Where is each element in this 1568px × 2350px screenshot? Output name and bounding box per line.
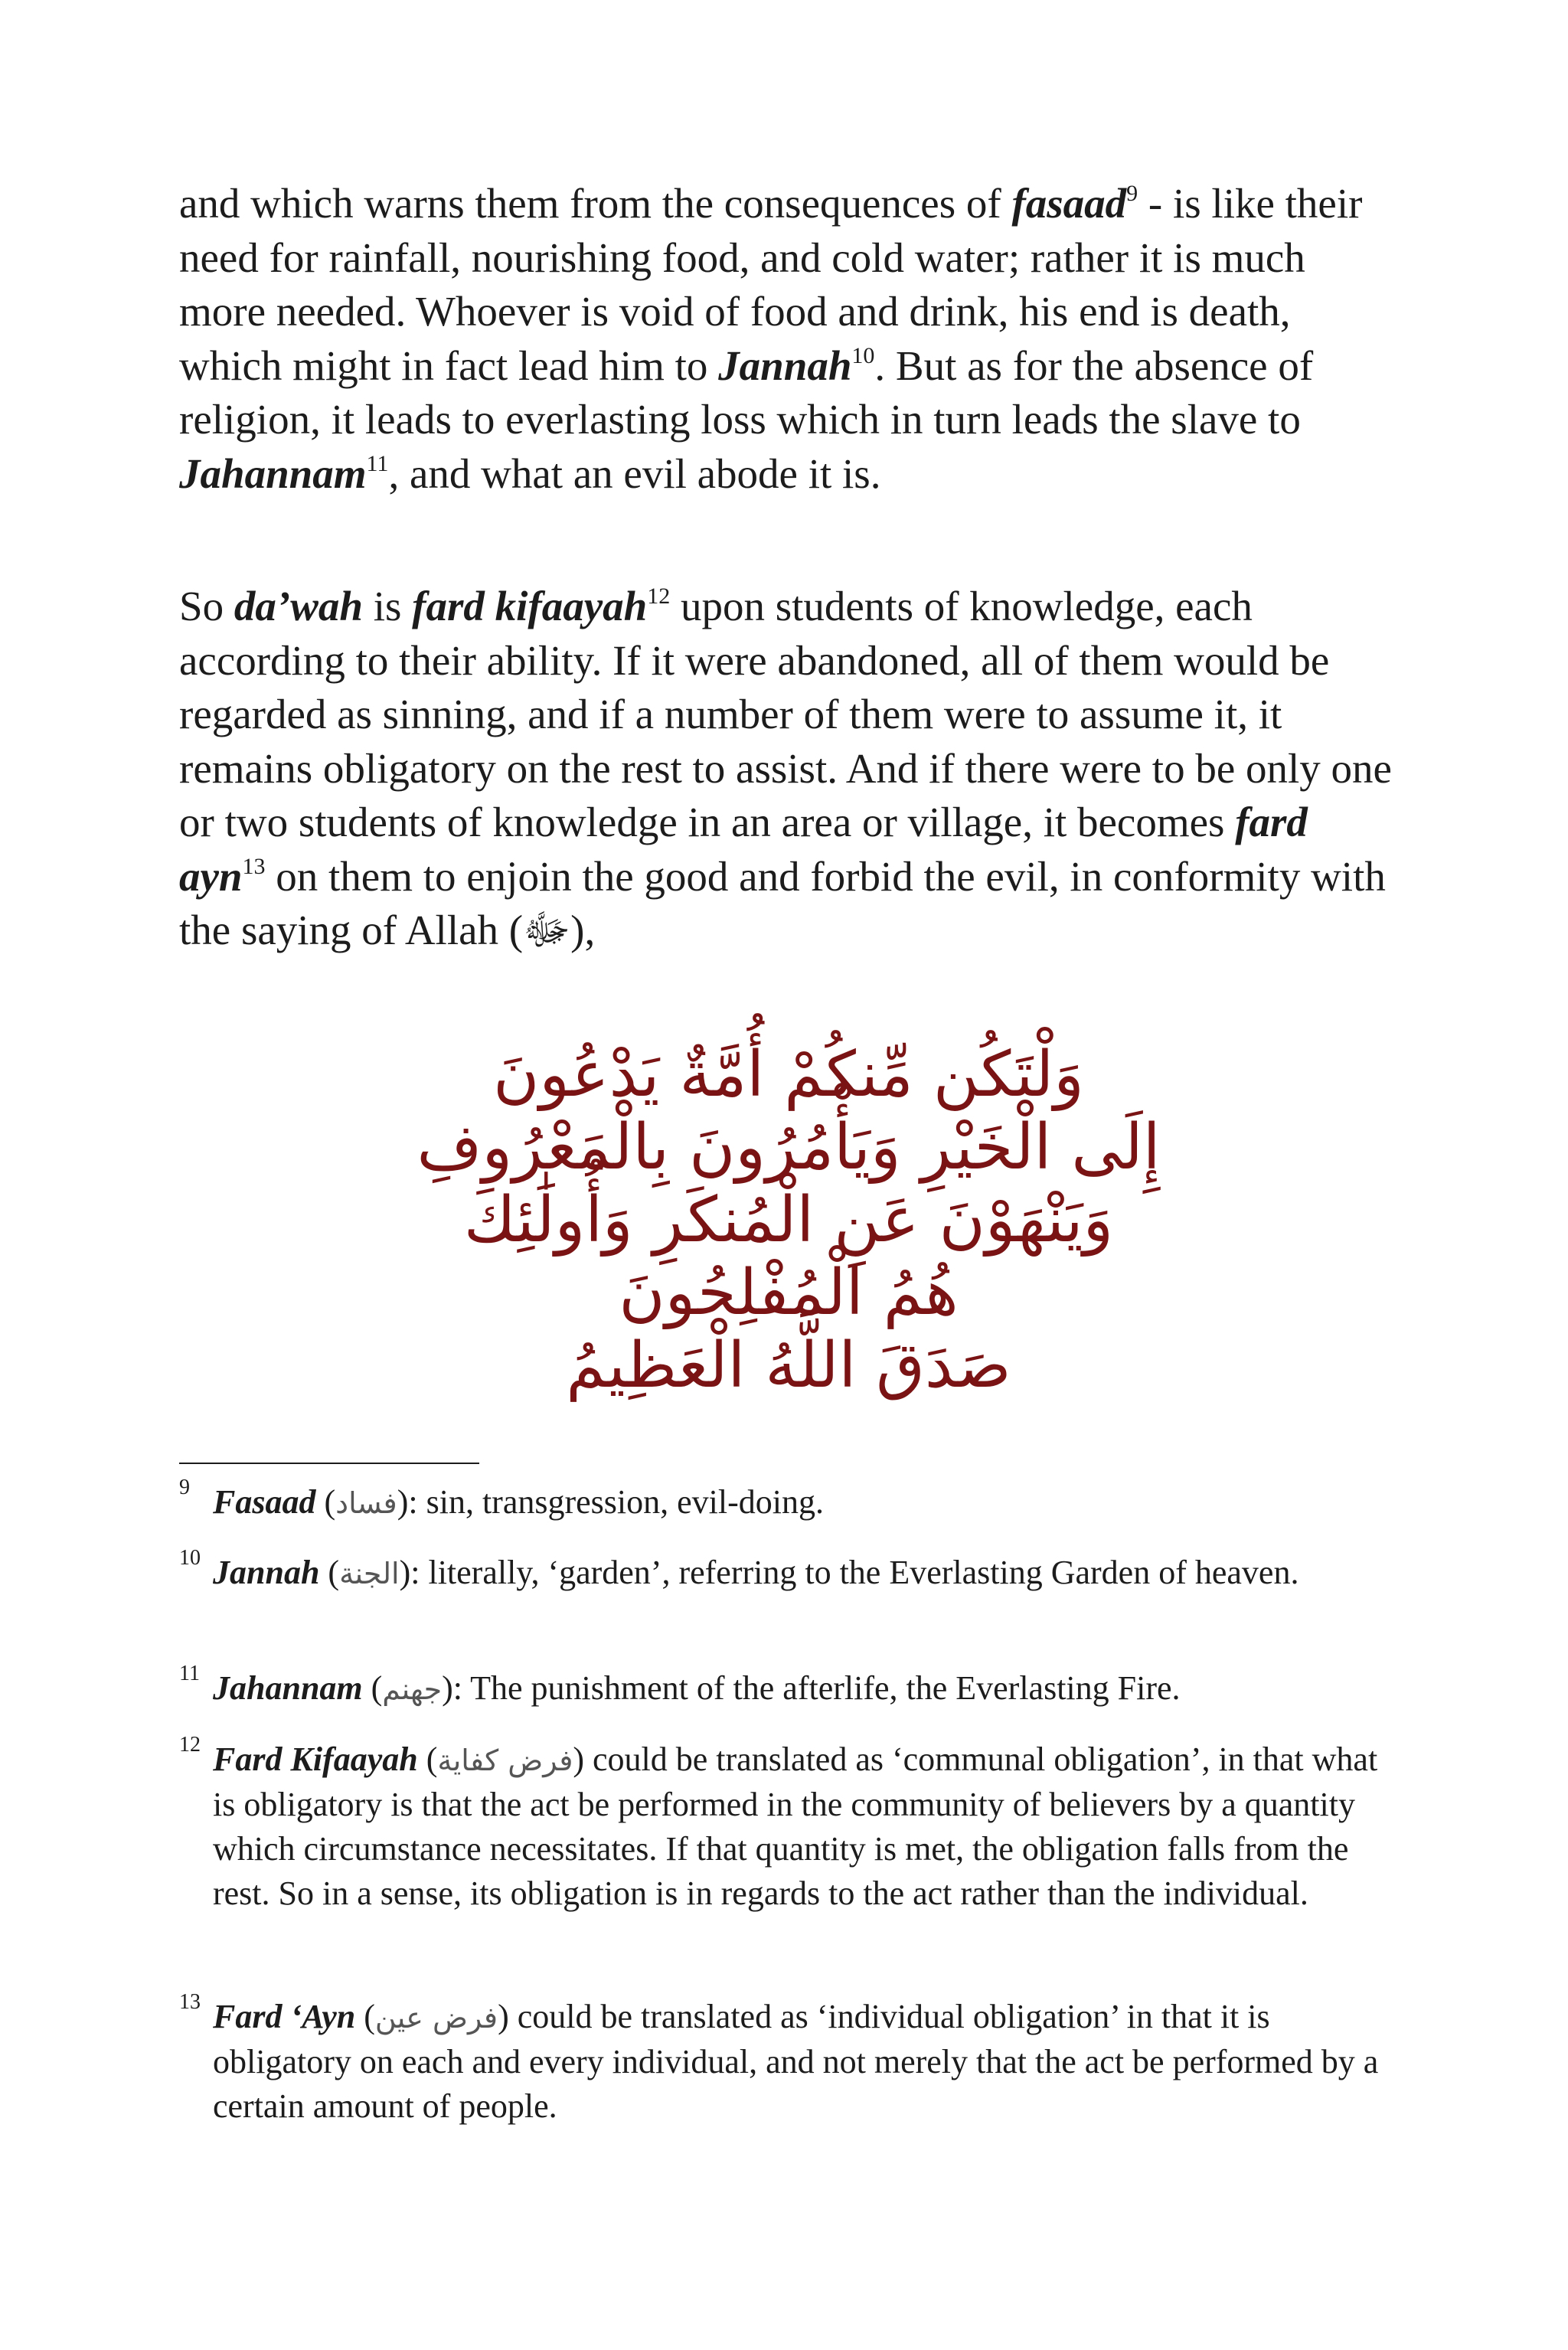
verse-line: صَدَقَ اللَّهُ الْعَظِيمُ: [566, 1329, 1011, 1402]
verse-line: إِلَى الْخَيْرِ وَيَأْمُرُونَ بِالْمَعْرُوفِ: [416, 1111, 1161, 1184]
footnote-9: [179, 1476, 1396, 1525]
term-fasaad: fasaad: [1011, 180, 1127, 227]
footnote-text: (: [315, 1483, 336, 1521]
footnote-separator: [179, 1463, 479, 1464]
footnote-ref-9[interactable]: 9: [1126, 181, 1138, 206]
footnote-10: [179, 1546, 1396, 1596]
verse-line: هُمُ الْمُفْلِحُونَ: [619, 1257, 959, 1329]
footnote-term: Jahannam: [213, 1669, 363, 1707]
body-paragraph-1: [179, 177, 1396, 501]
footnote-ref-11[interactable]: 11: [366, 450, 389, 476]
paragraph-text: , and what an evil abode it is.: [388, 449, 881, 497]
footnote-text: ) could be translated as ‘individual obligation’ in that it is obligatory on each and every individual, and not merely that the act be performed by a certain amount of people.: [213, 1998, 1379, 2125]
footnote-text: ): The punishment of the afterlife, the Everlasting Fire.: [442, 1669, 1181, 1707]
term-jahannam: Jahannam: [179, 449, 367, 497]
paragraph-text: upon students of knowledge, each according to their ability. If it were abandoned, all of them would be regarded as sinning, and if a number of them were to assume it, it remains obligatory on the rest to assist. And if there were to be only one or two students of knowledge in an area or village, it becomes: [179, 583, 1392, 845]
footnote-number: 9: [179, 1476, 190, 1499]
term-dawah: da’wah: [234, 583, 363, 629]
footnote-12: [179, 1733, 1396, 1916]
paragraph-text: . But as for the absence of religion, it leads to everlasting loss which in turn leads the slave to: [179, 342, 1314, 443]
body-paragraph-2: [179, 580, 1396, 958]
footnote-arabic: فساد: [335, 1486, 397, 1520]
footnote-term: Fard Kifaayah: [213, 1740, 418, 1778]
footnote-term: Fard ‘Ayn: [213, 1998, 356, 2035]
footnote-term: Fasaad: [213, 1483, 316, 1521]
footnote-number: 12: [179, 1733, 201, 1757]
footnote-text: ): literally, ‘garden’, referring to the Everlasting Garden of heaven.: [399, 1554, 1299, 1591]
footnote-text: (: [417, 1740, 438, 1778]
footnote-ref-13[interactable]: 13: [242, 853, 266, 879]
term-fard-kifaayah: fard kifaayah: [412, 583, 648, 629]
paragraph-text: - is like their need for rainfall, nourishing food, and cold water; rather it is much more needed. Whoever is void of food and drink, his end is death, which might in fact lead him to: [179, 180, 1363, 389]
footnote-11: [179, 1662, 1396, 1711]
footnote-ref-10[interactable]: 10: [851, 342, 875, 368]
paragraph-text: So: [179, 583, 234, 629]
footnote-text: (: [362, 1669, 383, 1707]
paragraph-text: on them to enjoin the good and forbid the evil, in conformity with the saying of Allah (: [179, 852, 1386, 953]
footnote-number: 13: [179, 1990, 201, 2014]
footnote-ref-12[interactable]: 12: [647, 583, 671, 609]
footnote-arabic: جهنم: [382, 1672, 443, 1706]
footnote-text: ) could be translated as ‘communal obligation’, in that what is obligatory is that the act be performed in the community of believers by a quantity which circumstance necessitates. If that quantity is met, the obligation falls from the rest. So in a sense, its obligation is in regards to the act rather than the individual.: [213, 1740, 1378, 1912]
term-fard-ayn: fard ayn: [179, 799, 1308, 900]
verse-line: وَيَنْهَوْنَ عَنِ الْمُنكَرِ وَأُولَٰئِكَ: [463, 1184, 1114, 1257]
footnote-arabic: الجنة: [339, 1557, 400, 1590]
quran-verse: [230, 1038, 1348, 1402]
verse-line: وَلْتَكُن مِّنكُمْ أُمَّةٌ يَدْعُونَ: [493, 1038, 1084, 1111]
paragraph-text: ),: [570, 907, 596, 953]
footnote-number: 11: [179, 1662, 200, 1685]
footnote-arabic: فرض عين: [374, 2001, 498, 2035]
term-jannah: Jannah: [718, 342, 852, 389]
paragraph-text: is: [362, 583, 413, 629]
honorific-glyph: ﷻ: [523, 907, 571, 953]
paragraph-text: and which warns them from the consequences of: [179, 180, 1012, 227]
footnote-term: Jannah: [213, 1554, 320, 1591]
footnote-number: 10: [179, 1546, 201, 1570]
footnote-text: (: [355, 1998, 375, 2035]
footnote-arabic: فرض كفاية: [437, 1744, 573, 1777]
footnote-13: [179, 1990, 1396, 2129]
footnote-text: (: [319, 1554, 340, 1591]
footnote-text: ): sin, transgression, evil-doing.: [397, 1483, 824, 1521]
